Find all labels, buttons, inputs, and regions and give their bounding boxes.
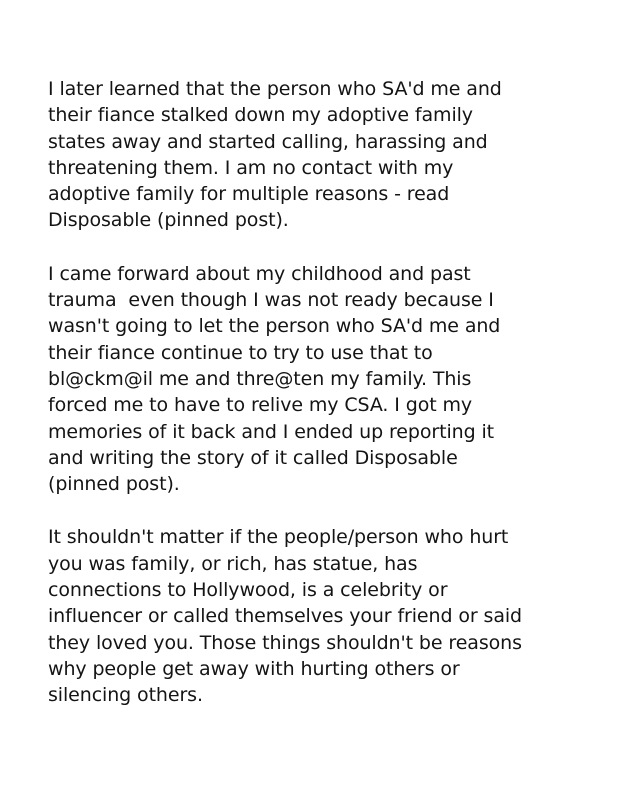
text-line: connections to Hollywood, is a celebrity or <box>48 579 448 602</box>
text-line: influencer or called themselves your friend or said <box>48 605 523 628</box>
text-line: It shouldn't matter if the people/person who hurt <box>48 526 509 549</box>
text-line: memories of it back and I ended up reporting it <box>48 420 494 443</box>
text-line: states away and started calling, harassing and <box>48 130 488 153</box>
text-line: their fiance stalked down my adoptive family <box>48 104 473 127</box>
text-line: trauma even though I was not ready because I <box>48 289 494 312</box>
text-line: wasn't going to let the person who SA'd me and <box>48 315 501 338</box>
text-line: I later learned that the person who SA'd me and <box>48 78 502 100</box>
text-line: silencing others. <box>48 684 203 707</box>
text-line: they loved you. Those things shouldn't be reasons <box>48 631 522 654</box>
text-line: bl@ckm@il me and thre@ten my family. This <box>48 367 472 390</box>
text-line: their fiance continue to try to use that to <box>48 341 433 364</box>
text-line: and writing the story of it called Disposable <box>48 446 458 469</box>
text-line: threatening them. I am no contact with my <box>48 156 454 179</box>
text-line: why people get away with hurting others or <box>48 657 460 680</box>
text-line: (pinned post). <box>48 473 180 496</box>
text-line: forced me to have to relive my CSA. I got my <box>48 394 473 417</box>
paragraph-3 <box>48 524 600 708</box>
paragraph-2 <box>48 261 600 498</box>
text-line: adoptive family for multiple reasons - read <box>48 183 450 206</box>
paragraph-1 <box>48 76 600 234</box>
text-line: you was family, or rich, has statue, has <box>48 552 418 575</box>
text-line: I came forward about my childhood and past <box>48 262 471 285</box>
text-line: Disposable (pinned post). <box>48 209 289 232</box>
